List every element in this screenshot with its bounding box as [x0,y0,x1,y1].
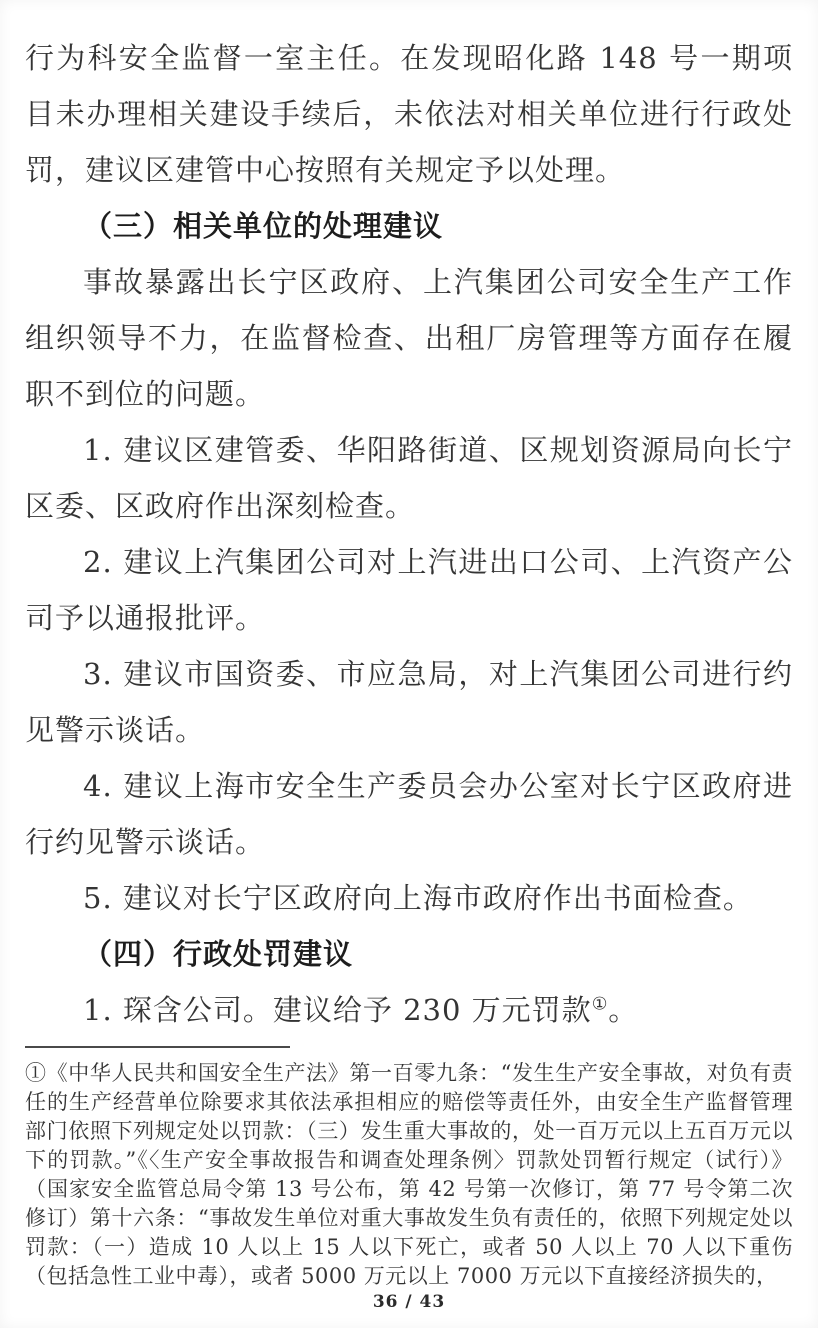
paragraph: 事故暴露出长宁区政府、上汽集团公司安全生产工作组织领导不力，在监督检查、出租厂房管理等方面存在履职不到位的问题。 [25,265,793,411]
page-number: 36 / 43 [372,1292,446,1312]
section-heading-4: （四）行政处罚建议 [83,937,354,971]
footnote-body: 《中华人民共和国安全生产法》第一百零九条：“发生生产安全事故，对负有责任的生产经营单位除要求其依法承担相应的赔偿等责任外，由安全生产监督管理部门依照下列规定处以罚款：（三）发生重大事故的，处一百万元以上五百万元以下的罚款。”《〈生产安全事故报告和调查处理条例〉罚款处罚暂行规定（试行）》（国家安全监管总局令第 13 号公布，第 42 号第一次修订，第 77 号令第二次修订）第十六条：“事故发生单位对重大事故发生负有责任的，依照下列规定处以罚款：（一）造成 10 人以上 15 人以下死亡，或者 50 人以上 70 人以下重伤（包括急性工业中毒），或者 5000 万元以上 7000 万元以下直接经济损失的， [25,1061,794,1288]
paragraph-text-after: 。 [608,993,639,1027]
footnote-ref-marker: ① [591,994,609,1015]
document-body [25,30,793,1042]
paragraph-with-footnote-ref [25,982,793,1038]
footnote-separator-line [25,1046,290,1048]
footnote-area [25,1046,793,1291]
list-item-5: 5. 建议对长宁区政府向上海市政府作出书面检查。 [83,881,753,915]
list-item-3: 3. 建议市国资委、市应急局，对上汽集团公司进行约见警示谈话。 [25,657,793,747]
list-item-2: 2. 建议上汽集团公司对上汽进出口公司、上汽资产公司予以通报批评。 [25,545,793,635]
footnote-text [25,1059,793,1291]
footnote-mark: ① [25,1061,47,1085]
paragraph-text: 1. 琛含公司。建议给予 230 万元罚款 [83,993,592,1027]
list-item-4: 4. 建议上海市安全生产委员会办公室对长宁区政府进行约见警示谈话。 [25,769,793,859]
paragraph-continuation: 行为科安全监督一室主任。在发现昭化路 148 号一期项目未办理相关建设手续后，未依法对相关单位进行行政处罚，建议区建管中心按照有关规定予以处理。 [25,41,793,187]
section-heading-3: （三）相关单位的处理建议 [83,209,444,243]
list-item-1: 1. 建议区建管委、华阳路街道、区规划资源局向长宁区委、区政府作出深刻检查。 [25,433,793,523]
